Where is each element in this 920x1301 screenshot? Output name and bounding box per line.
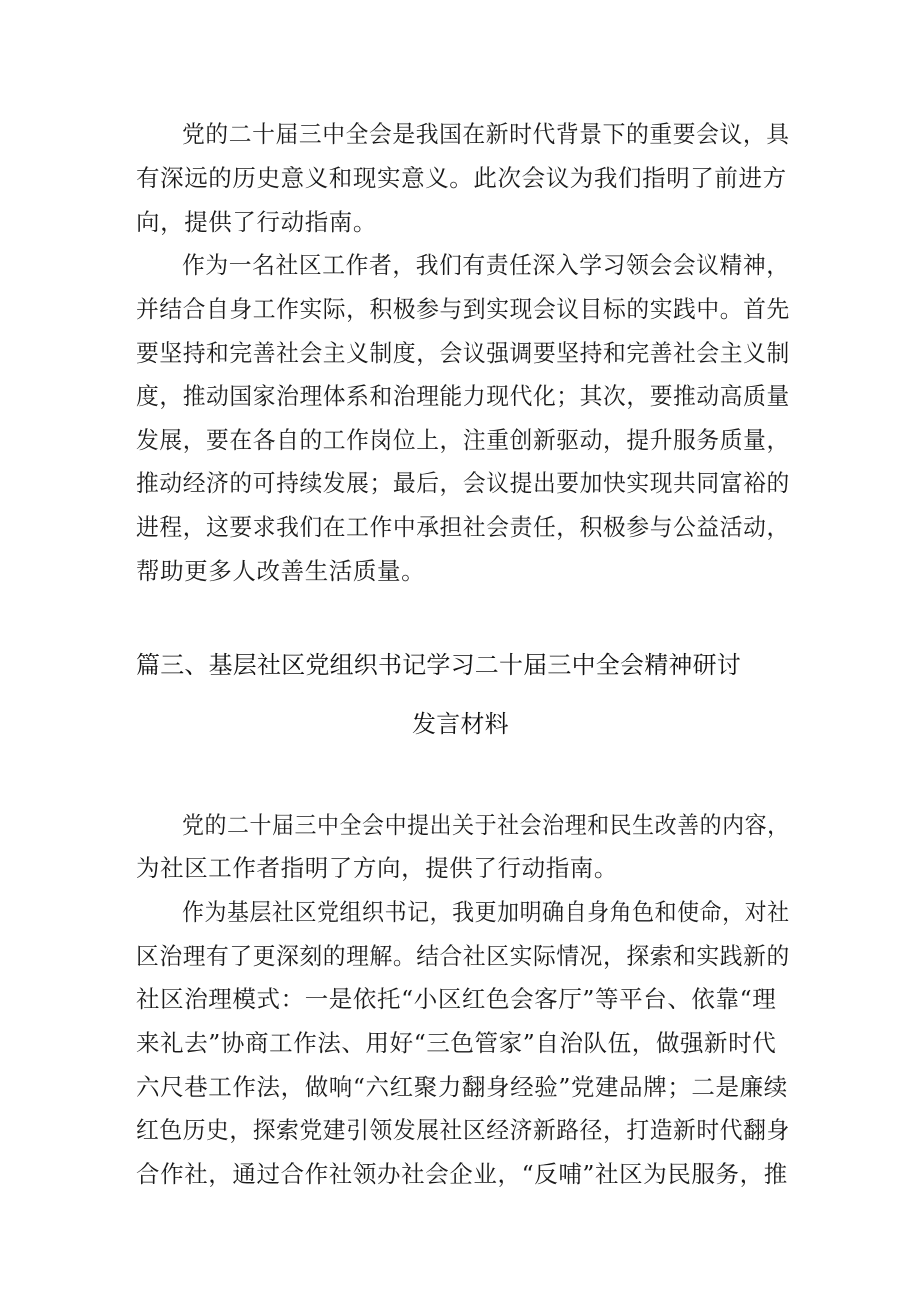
paragraph-line: 进程，这要求我们在工作中承担社会责任，积极参与公益活动， (136, 513, 790, 541)
paragraph-line: 来礼去”协商工作法、用好“三色管家”自治队伍，做强新时代 (136, 1029, 777, 1057)
section-title: 篇三、基层社区党组织书记学习二十届三中全会精神研讨 (136, 651, 741, 679)
paragraph-line: 作为基层社区党组织书记，我更加明确自身角色和使命，对社 (182, 898, 790, 926)
paragraph-line: 合作社，通过合作社领办社会企业，“反哺”社区为民服务，推 (136, 1160, 788, 1188)
paragraph-line: 度，推动国家治理体系和治理能力现代化；其次，要推动高质量 (136, 382, 790, 410)
paragraph-line: 六尺巷工作法，做响“六红聚力翻身经验”党建品牌；二是廉续 (136, 1073, 788, 1101)
paragraph-line: 区治理有了更深刻的理解。结合社区实际情况，探索和实践新的 (136, 942, 790, 970)
paragraph-line: 帮助更多人改善生活质量。 (136, 557, 426, 585)
paragraph-line: 并结合自身工作实际，积极参与到实现会议目标的实践中。首先 (136, 295, 790, 323)
paragraph-line: 向，提供了行动指南。 (136, 208, 377, 236)
paragraph-line: 要坚持和完善社会主义制度，会议强调要坚持和完善社会主义制 (136, 339, 790, 367)
paragraph-line: 发展，要在各自的工作岗位上，注重创新驱动，提升服务质量， (136, 426, 790, 454)
paragraph-line: 推动经济的可持续发展；最后，会议提出要加快实现共同富裕的 (136, 469, 790, 497)
paragraph-line: 社区治理模式：一是依托“小区红色会客厅”等平台、依靠“理 (136, 985, 777, 1013)
paragraph-line: 有深远的历史意义和现实意义。此次会议为我们指明了前进方 (136, 164, 787, 192)
paragraph-line: 党的二十届三中全会是我国在新时代背景下的重要会议，具 (182, 120, 790, 148)
paragraph-line: 作为一名社区工作者，我们有责任深入学习领会会议精神， (182, 251, 790, 279)
paragraph-line: 红色历史，探索党建引领发展社区经济新路径，打造新时代翻身 (136, 1116, 790, 1144)
paragraph-line: 党的二十届三中全会中提出关于社会治理和民生改善的内容， (182, 811, 790, 839)
section-title-continued: 发言材料 (412, 710, 509, 738)
paragraph-line: 为社区工作者指明了方向，提供了行动指南。 (136, 854, 618, 882)
